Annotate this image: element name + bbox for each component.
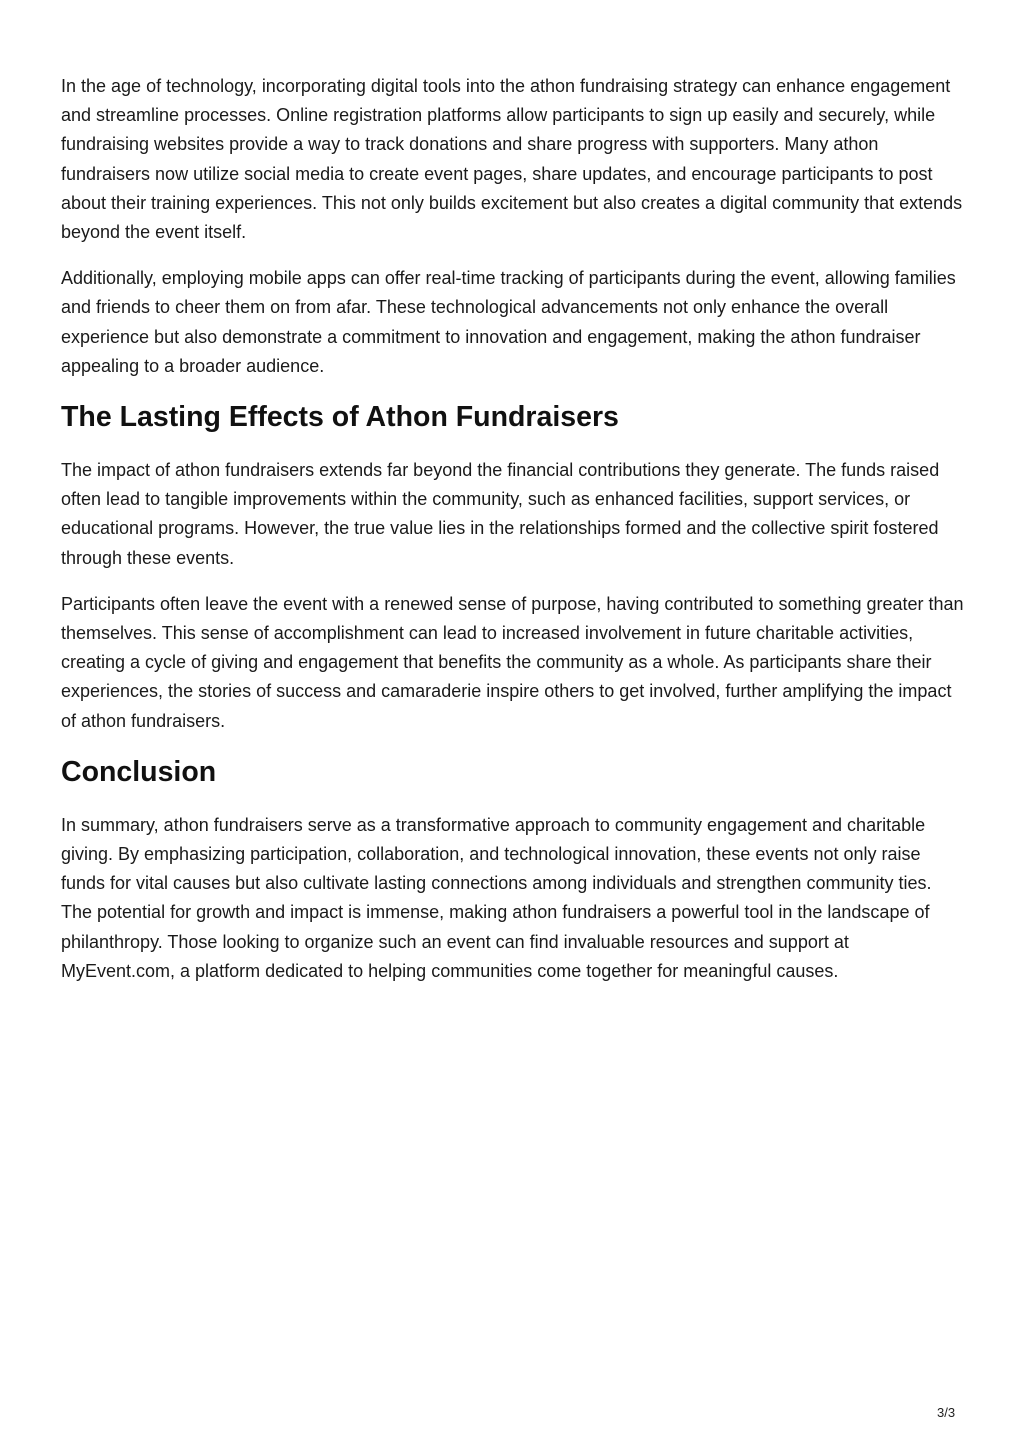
heading-lasting-effects: The Lasting Effects of Athon Fundraisers bbox=[61, 401, 619, 434]
paragraph-participants: Participants often leave the event with a renewed sense of purpose, having contributed to something greater than themselves. This sense of accomplishment can lead to increased involvement in future charitable activities, creating a cycle of giving and engagement that benefits the community as a whole. As participants share their experiences, the stories of success and camaraderie inspire others to get involved, further amplifying the impact of athon fundraisers. bbox=[61, 593, 964, 731]
paragraph-impact: The impact of athon fundraisers extends far beyond the financial contributions they generate. The funds raised often lead to tangible improvements within the community, such as enhanced facilities, support services, or educational programs. However, the true value lies in the relationships formed and the collective spirit fostered through these events. bbox=[61, 460, 940, 568]
heading-conclusion: Conclusion bbox=[61, 755, 217, 788]
paragraph-mobile-apps: Additionally, employing mobile apps can offer real-time tracking of participants during the event, allowing families and friends to cheer them on from afar. These technological advancements not only enhance the overall experience but also demonstrate a commitment to innovation and engagement, making the athon fundraiser appealing to a broader audience. bbox=[61, 268, 956, 376]
page-number: 3/3 bbox=[937, 1405, 956, 1420]
document-body bbox=[61, 72, 966, 1003]
paragraph-digital-tools: In the age of technology, incorporating digital tools into the athon fundraising strategy can enhance engagement and streamline processes. Online registration platforms allow participants to sign up easily and securely, while fundraising websites provide a way to track donations and share progress with supporters. Many athon fundraisers now utilize social media to create event pages, share updates, and encourage participants to post about their training experiences. This not only builds excitement but also creates a digital community that extends beyond the event itself. bbox=[61, 76, 963, 243]
paragraph-summary: In summary, athon fundraisers serve as a transformative approach to community engagement and charitable giving. By emphasizing participation, collaboration, and technological innovation, these events not only raise funds for vital causes but also cultivate lasting connections among individuals and strengthen community ties. The potential for growth and impact is immense, making athon fundraisers a powerful tool in the landscape of philanthropy. Those looking to organize such an event can find invaluable resources and support at MyEvent.com, a platform dedicated to helping communities come together for meaningful causes. bbox=[61, 814, 932, 981]
